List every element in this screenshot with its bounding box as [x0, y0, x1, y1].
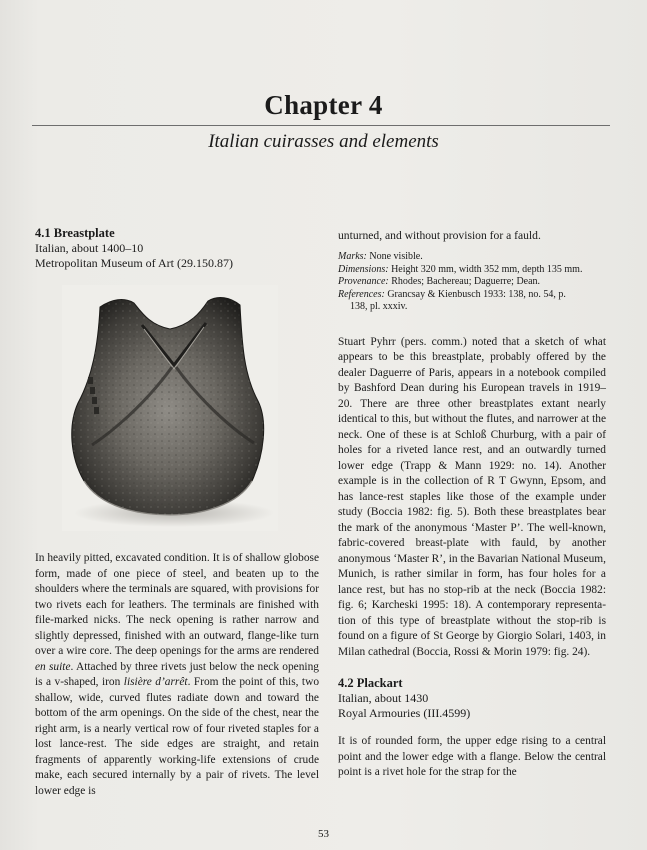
value: Height 320 mm, width 352 mm, depth 135 mm. — [388, 263, 583, 275]
page-number: 53 — [318, 828, 329, 840]
plackart-description: It is of rounded form, the upper edge rising to a central point and the lower edge with a flange. Below the central point is a rivet hole for the strap for the — [338, 735, 606, 778]
label: References: — [338, 288, 385, 300]
object-origin: Italian, about 1400–10 — [35, 241, 144, 255]
section-4-2 — [338, 676, 606, 781]
references-line — [338, 289, 606, 302]
value: None visible. — [366, 251, 423, 262]
dimensions-line — [338, 264, 606, 277]
right-column — [338, 228, 606, 781]
chapter-subtitle: Italian cuirasses and elements — [208, 131, 439, 152]
text-run: . From the point of this, two shallow, wide, curved flutes radiate down and toward the bottom of the arm openings. On the side of the chest, near the right arm, is a nearly vertical row of four riveted staples for a lost lance-rest. The side edges are straight, and retain fragments of apparently working-life extensions of crude make, each secured internally by a pair of rivets. The level lower edge is — [35, 676, 320, 797]
chapter-title: Chapter 4 — [264, 90, 383, 120]
section-heading: 4.1 Breastplate — [35, 226, 115, 240]
breastplate-photo — [62, 285, 278, 531]
section-4-1-header — [35, 226, 319, 271]
object-location: Metropolitan Museum of Art (29.150.87) — [35, 256, 233, 270]
breastplate-image — [62, 285, 278, 531]
continued-text: unturned, and without provision for a fauld. — [338, 229, 541, 242]
provenance-line — [338, 276, 606, 289]
object-location: Royal Armouries (III.4599) — [338, 706, 471, 720]
references-line-2: 138, pl. xxxiv. — [350, 301, 408, 312]
text-run: . Attached by three rivets just below the neck opening is a v-shaped, iron — [35, 660, 319, 688]
label: Provenance: — [338, 276, 389, 287]
italic-term: en suite — [35, 660, 71, 673]
marks-line — [338, 251, 606, 264]
discussion-text: Stuart Pyhrr (pers. comm.) noted that a sketch of what appears to be this breastplate, probably offered by the dealer Daguerre of Paris, appears in a notebook compiled by Bashford Dean during his European travels in 1919–20. There are three other breastplates extant nearly identical to this, but without the flutes, and narrower at the neck. One of these is at Schloß Churburg, with a pair of holes for a riveted lance rest, and an outwardly turned lower edge (Trapp & Mann 1929: no. 14). Another example is in the collection of R T Gwynn, Epsom, and has lance-rest staples like those of the example under study (Boccia 1982: fig. 5). Both these breastplates bear the mark of the anonymous ‘Master P’. The well-known, fabric-covered breast-plate with fauld, by another anonymous ‘Master R’, in the Bavarian National Museum, Munich, is rather similar in form, has four holes for a lance rest, but has no stop-rib at the neck (Boccia 1982: fig. 6; Karcheski 1995: 18). A contemporary representa-tion of this type of breastplate without the stop-rib is found on a figure of St George by Giorgio Solari, 1403, in Milan cathedral (Boccia, Rossi & Morin 1979: fig. 24). — [338, 335, 606, 658]
breastplate-description — [35, 551, 319, 799]
value: Rhodes; Bachereau; Daguerre; Dean. — [388, 276, 541, 287]
value: Grancsay & Kienbusch 1933: 138, no. 54, p. — [384, 288, 566, 300]
object-details — [338, 251, 606, 314]
chapter-rule — [32, 125, 610, 126]
text-run: In heavily pitted, excavated condition. It is of shallow globose form, made of one piece of steel, and beaten up to the shoulders where the terminals are squared, with provisions for two rivets each for leathers. The terminals are finished with file-marked nicks. The neck opening is rather narrow and slightly depressed, finished with an outward, flange-like turn over a wire core. The deep openings for the arms are rendered — [35, 552, 319, 657]
label: Dimensions: — [338, 263, 389, 275]
object-origin: Italian, about 1430 — [338, 691, 429, 705]
italic-term: lisière d’arrêt — [123, 676, 188, 688]
label: Marks: — [338, 251, 367, 262]
section-heading: 4.2 Plackart — [338, 676, 403, 690]
